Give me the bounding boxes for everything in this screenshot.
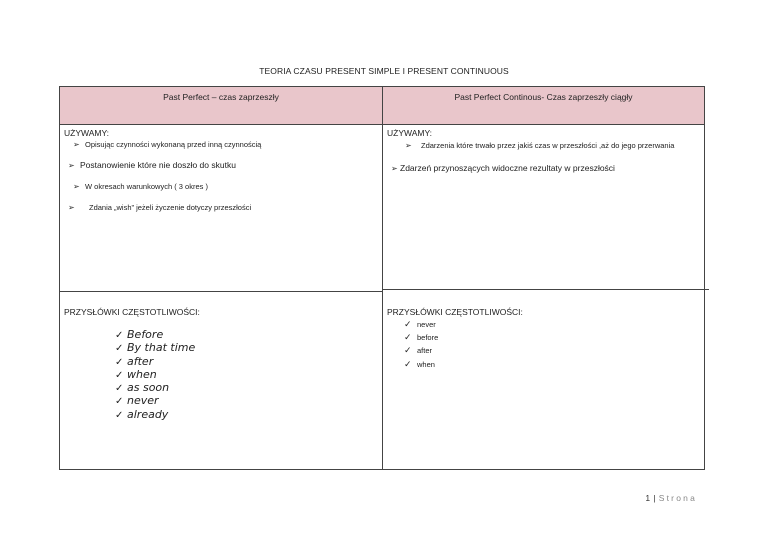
header-left-text: Past Perfect – czas zaprzeszły bbox=[163, 92, 279, 102]
checkmark-icon: ✓ bbox=[115, 343, 124, 355]
checkmark-icon: ✓ bbox=[115, 356, 124, 368]
checkmark-icon: ✓ bbox=[115, 330, 124, 341]
list-item: ✓ never bbox=[115, 394, 159, 408]
list-item: ✓ Before bbox=[115, 328, 164, 341]
footer-separator: | bbox=[653, 493, 656, 503]
row-divider-left bbox=[60, 291, 383, 292]
arrow-bullet-icon: ➢ bbox=[73, 182, 80, 191]
checkmark-icon: ✓ bbox=[404, 358, 412, 369]
list-item: ✓ when bbox=[115, 367, 157, 381]
left-adverbs-label: PRZYSŁÓWKI CZĘSTOTLIWOŚCI: bbox=[64, 307, 200, 317]
right-usage-label: UŻYWAMY: bbox=[387, 128, 433, 138]
list-item: ✓ By that time bbox=[115, 341, 196, 355]
checkmark-icon: ✓ bbox=[115, 396, 124, 408]
checkmark-icon: ✓ bbox=[404, 319, 412, 329]
right-adverbs-list bbox=[404, 318, 438, 371]
left-usage-item: ➢ Opisując czynności wykonaną przed inną czynnością bbox=[73, 140, 262, 149]
list-item: ✓ already bbox=[115, 407, 169, 421]
header-cell-left bbox=[60, 87, 383, 125]
header-right-text: Past Perfect Continous- Czas zaprzeszły ciągły bbox=[454, 92, 633, 102]
right-usage-item: ➢ Zdarzeń przynoszących widoczne rezultaty w przeszłości bbox=[391, 163, 615, 173]
list-item: ✓ as soon bbox=[115, 381, 170, 395]
checkmark-icon: ✓ bbox=[115, 383, 124, 395]
list-item: ✓ after bbox=[404, 345, 433, 356]
checkmark-icon: ✓ bbox=[404, 332, 412, 343]
left-usage-item: ➢ W okresach warunkowych ( 3 okres ) bbox=[73, 182, 208, 191]
column-divider bbox=[382, 125, 383, 469]
right-adverbs-label: PRZYSŁÓWKI CZĘSTOTLIWOŚCI: bbox=[387, 307, 523, 317]
checkmark-icon: ✓ bbox=[115, 409, 124, 421]
checkmark-icon: ✓ bbox=[115, 369, 124, 381]
arrow-bullet-icon: ➢ bbox=[405, 141, 412, 150]
left-usage-item: ➢ Zdania „wish” jeżeli życzenie dotyczy przeszłości bbox=[68, 203, 252, 212]
arrow-bullet-icon: ➢ bbox=[73, 140, 80, 149]
document-title: TEORIA CZASU PRESENT SIMPLE I PRESENT CONTINUOUS bbox=[259, 66, 509, 76]
left-adverbs-list bbox=[115, 329, 195, 422]
row-divider-right bbox=[383, 289, 709, 290]
arrow-bullet-icon: ➢ bbox=[68, 203, 75, 212]
left-usage-label: UŻYWAMY: bbox=[64, 128, 110, 138]
arrow-bullet-icon: ➢ bbox=[68, 161, 75, 170]
list-item: ✓ after bbox=[115, 354, 154, 368]
header-cell-right bbox=[383, 87, 704, 125]
arrow-bullet-icon: ➢ bbox=[391, 164, 398, 173]
list-item: ✓ before bbox=[404, 332, 439, 343]
right-usage-item: ➢ Zdarzenia które trwało przez jakiś czas w przeszłości ,aż do jego przerwania bbox=[405, 141, 675, 150]
footer-page-word: Strona bbox=[658, 493, 697, 503]
list-item: ✓ when bbox=[404, 358, 435, 369]
page-number: 1 bbox=[645, 493, 651, 503]
list-item: ✓ never bbox=[404, 319, 436, 329]
comparison-table bbox=[59, 86, 705, 470]
left-usage-item: ➢ Postanowienie które nie doszło do skutku bbox=[68, 160, 236, 170]
page-footer bbox=[645, 493, 697, 503]
checkmark-icon: ✓ bbox=[404, 345, 412, 356]
